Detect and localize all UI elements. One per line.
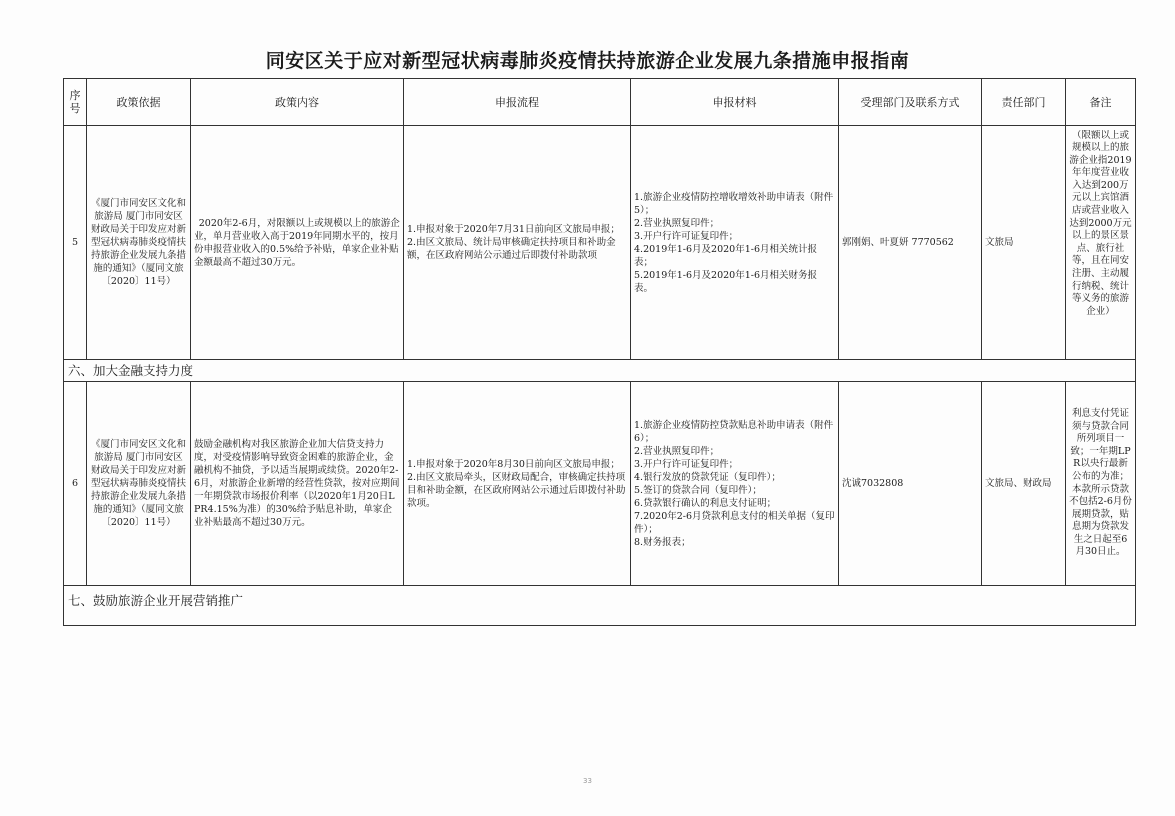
material-item: 5.2019年1-6月及2020年1-6月相关财务报表。 (634, 269, 818, 294)
responsible-dept: 文旅局 (982, 126, 1066, 360)
material-item: 7.2020年2-6月贷款利息支付的相关单据（复印件）； (634, 510, 835, 535)
header-no: 序号 (64, 79, 87, 126)
process-step: 2.由区文旅局牵头，区财政局配合，审核确定扶持项目和补助金额，在区政府网站公示通过后即拨付补助款项。 (407, 471, 626, 509)
material-item: 4.银行发放的贷款凭证（复印件）； (634, 471, 781, 483)
contact-info: 沈诚7032808 (839, 382, 982, 586)
remarks: 利息支付凭证须与贷款合同所列项目一致；一年期LPR以央行最新公布的为准；本款所示贷款不包括2-6月份展期贷款，贴息期为贷款发生之日起至6月30日止。 (1066, 382, 1136, 586)
application-process (404, 126, 631, 360)
remarks-text: （限额以上或规模以上的旅游企业指2019年年度营业收入达到200万元以上宾馆酒店或营业收入达到2000万元以上的景区景点、旅行社等，且在同安注册、主动履行纳税、统计等义务的旅游企业） (1069, 129, 1132, 317)
policy-table (63, 78, 1136, 626)
material-item: 6.贷款银行确认的利息支付证明； (634, 497, 777, 509)
material-item: 4.2019年1-6月及2020年1-6月相关统计报表； (634, 243, 818, 268)
policy-content: 鼓励金融机构对我区旅游企业加大信贷支持力度，对受疫情影响导致资金困难的旅游企业，金融机构不抽贷，予以适当展期或续贷。2020年2-6月，对旅游企业新增的经营性贷款，按对应期间一年期贷款市场报价利率（以2020年1月20日LPR4.15%为准）的30%给予贴息补助，单家企业补贴最高不超过30万元。 (191, 382, 404, 586)
material-item: 1.旅游企业疫情防控增收增效补助申请表（附件5）； (634, 191, 834, 216)
header-process: 申报流程 (404, 79, 631, 126)
header-dept: 责任部门 (982, 79, 1066, 126)
material-item: 3.开户行许可证复印件； (634, 458, 739, 470)
material-item: 5.签订的贷款合同（复印件）； (634, 484, 762, 496)
policy-content: 2020年2-6月，对限额以上或规模以上的旅游企业，单月营业收入高于2019年同期水平的，按月份申报营业收入的0.5%给予补贴，单家企业补贴金额最高不超过30万元。 (191, 126, 404, 360)
application-materials (631, 126, 839, 360)
process-step: 1.申报对象于2020年8月30日前向区文旅局申报； (407, 458, 620, 470)
table-header-row (64, 79, 1136, 126)
table-row (64, 382, 1136, 586)
material-item: 3.开户行许可证复印件； (634, 230, 739, 242)
application-materials (631, 382, 839, 586)
section-heading: 七、鼓励旅游企业开展营销推广 (64, 586, 1136, 626)
application-process (404, 382, 631, 586)
section-heading: 六、加大金融支持力度 (64, 360, 1136, 382)
page-title: 同安区关于应对新型冠状病毒肺炎疫情扶持旅游企业发展九条措施申报指南 (265, 50, 910, 72)
section-heading-row (64, 360, 1136, 382)
process-step: 2.由区文旅局、统计局审核确定扶持项目和补助金额，在区政府网站公示通过后即拨付补助款项 (407, 237, 616, 261)
responsible-dept: 文旅局、财政局 (982, 382, 1066, 586)
header-materials: 申报材料 (631, 79, 839, 126)
process-step: 1.申报对象于2020年7月31日前向区文旅局申报； (407, 224, 620, 235)
header-remarks: 备注 (1066, 79, 1136, 126)
row-number: 6 (64, 382, 87, 586)
material-item: 8.财务报表； (634, 536, 691, 548)
section-heading-row (64, 586, 1136, 626)
header-basis: 政策依据 (87, 79, 191, 126)
material-item: 2.营业执照复印件； (634, 217, 720, 229)
policy-basis: 《厦门市同安区文化和旅游局 厦门市同安区财政局关于印发应对新型冠状病毒肺炎疫情扶持旅游企业发展九条措施的通知》（厦同文旅〔2020〕11号） (87, 126, 191, 360)
policy-basis: 《厦门市同安区文化和旅游局 厦门市同安区财政局关于印发应对新型冠状病毒肺炎疫情扶持旅游企业发展九条措施的通知》（厦同文旅〔2020〕11号） (87, 382, 191, 586)
contact-info: 郭刚娟、叶夏妍 7770562 (839, 126, 982, 360)
header-contact: 受理部门及联系方式 (839, 79, 982, 126)
header-content: 政策内容 (191, 79, 404, 126)
row-number: 5 (64, 126, 87, 360)
material-item: 1.旅游企业疫情防控贷款贴息补助申请表（附件6）； (634, 419, 834, 444)
material-item: 2.营业执照复印件； (634, 445, 720, 457)
remarks (1066, 126, 1136, 360)
table-row (64, 126, 1136, 360)
page-number: 33 (583, 777, 592, 785)
